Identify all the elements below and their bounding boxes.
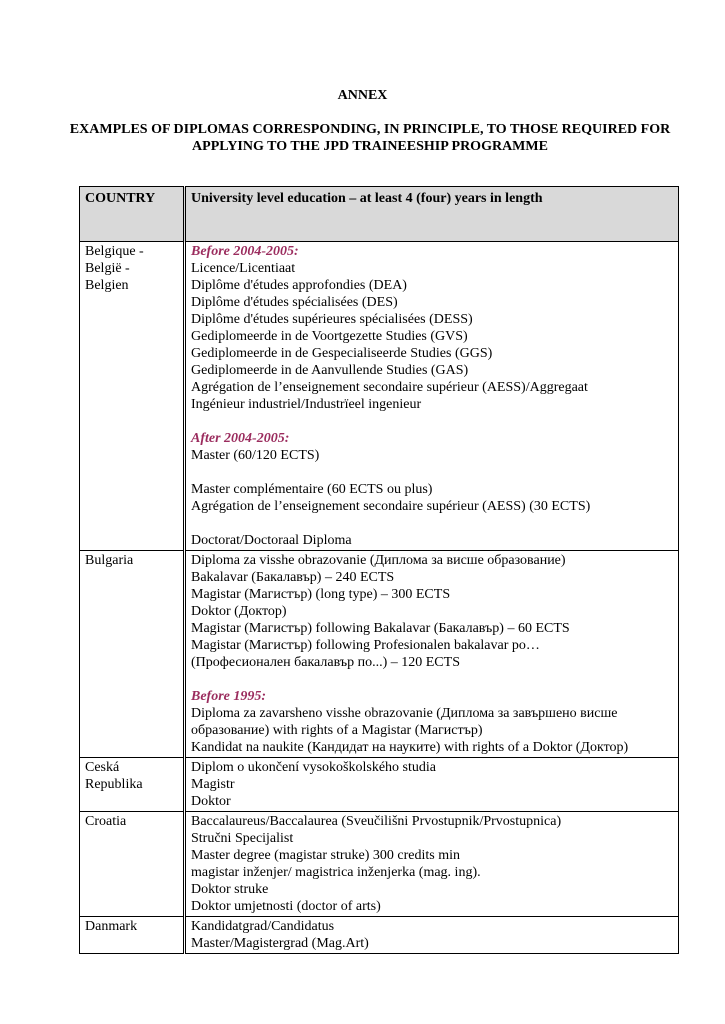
country-cell	[80, 917, 185, 954]
diploma-cell	[185, 758, 679, 812]
annex-title: ANNEX	[337, 88, 388, 103]
diploma-line: Ingénieur industriel/Industrïeel ingenieur	[191, 397, 422, 412]
diploma-line: Diplôme d'études approfondies (DEA)	[191, 278, 407, 293]
diploma-line: Gediplomeerde in de Aanvullende Studies (GAS)	[191, 363, 469, 378]
country-name: Ceská	[85, 760, 120, 775]
diploma-line: Doktor struke	[191, 882, 269, 897]
diploma-line: Kandidat na naukite (Кандидат на науките) with rights of a Doktor (Доктор)	[191, 740, 629, 755]
diploma-line: Magistar (Магистър) following Profesionalen bakalavar po…	[191, 638, 540, 653]
diploma-line: Magistar (Магистър) following Bakalavar (Бакалавър) – 60 ECTS	[191, 621, 570, 636]
country-cell	[80, 812, 185, 917]
header-education: University level education – at least 4 (four) years in length	[185, 187, 679, 242]
diploma-cell	[185, 917, 679, 954]
table-header-row	[80, 187, 679, 242]
diploma-line: Kandidatgrad/Candidatus	[191, 919, 335, 934]
diploma-line: Stručni Specijalist	[191, 831, 294, 846]
diplomas-table	[79, 186, 679, 954]
diploma-line: Agrégation de l’enseignement secondaire supérieur (AESS) (30 ECTS)	[191, 499, 591, 514]
country-cell	[80, 551, 185, 758]
diploma-line: Magistar (Магистър) (long type) – 300 ECTS	[191, 587, 451, 602]
country-name: Republika	[85, 777, 143, 792]
country-name: Bulgaria	[85, 553, 134, 568]
country-cell	[80, 242, 185, 551]
diploma-line: Master/Magistergrad (Mag.Art)	[191, 936, 369, 951]
table-row-croatia	[80, 812, 679, 917]
document-subtitle: EXAMPLES OF DIPLOMAS CORRESPONDING, IN PRINCIPLE, TO THOSE REQUIRED FOR APPLYING TO THE JPD TRAINEESHIP PROGRAMME	[69, 122, 671, 154]
country-name: België -	[85, 261, 130, 276]
diploma-line: Diploma za visshe obrazovanie (Диплома за висше образование)	[191, 553, 566, 568]
diploma-line: Doktor	[191, 794, 231, 809]
diploma-line: Doktor umjetnosti (doctor of arts)	[191, 899, 381, 914]
diploma-line: Gediplomeerde in de Gespecialiseerde Studies (GGS)	[191, 346, 493, 361]
diploma-line: Master degree (magistar struke) 300 credits min	[191, 848, 461, 863]
era-label: Before 2004-2005:	[191, 244, 299, 259]
diploma-line: Diplôme d'études supérieures spécialisées (DESS)	[191, 312, 473, 327]
diploma-line: Diplom o ukončení vysokoškolského studia	[191, 760, 436, 775]
diploma-line: Diploma za zavarsheno visshe obrazovanie (Диплома за завършено висше	[191, 706, 618, 721]
country-name: Belgien	[85, 278, 129, 293]
diploma-line: Gediplomeerde in de Voortgezette Studies (GVS)	[191, 329, 468, 344]
table-row-denmark	[80, 917, 679, 954]
diploma-line: magistar inženjer/ magistrica inženjerka (mag. ing).	[191, 865, 481, 880]
diploma-line: Magistr	[191, 777, 235, 792]
diploma-line: Agrégation de l’enseignement secondaire supérieur (AESS)/Aggregaat	[191, 380, 588, 395]
header-country: COUNTRY	[80, 187, 185, 242]
diploma-line: (Професионален бакалавър по...) – 120 ECTS	[191, 655, 460, 670]
table-row-bulgaria	[80, 551, 679, 758]
diploma-line: Licence/Licentiaat	[191, 261, 296, 276]
country-name: Croatia	[85, 814, 127, 829]
diploma-line: Bakalavar (Бакалавър) – 240 ECTS	[191, 570, 395, 585]
diploma-cell	[185, 812, 679, 917]
diploma-line: образование) with rights of a Magistar (Магистър)	[191, 723, 483, 738]
diploma-cell	[185, 242, 679, 551]
country-cell	[80, 758, 185, 812]
country-name: Belgique -	[85, 244, 144, 259]
diploma-line: Doctorat/Doctoraal Diploma	[191, 533, 352, 548]
country-name: Danmark	[85, 919, 138, 934]
table-row-belgium	[80, 242, 679, 551]
diploma-line: Baccalaureus/Baccalaurea (Sveučilišni Prvostupnik/Prvostupnica)	[191, 814, 562, 829]
diploma-line: Diplôme d'études spécialisées (DES)	[191, 295, 398, 310]
diploma-line: Master (60/120 ECTS)	[191, 448, 320, 463]
diploma-line: Doktor (Доктор)	[191, 604, 287, 619]
diploma-line: Master complémentaire (60 ECTS ou plus)	[191, 482, 433, 497]
era-label: After 2004-2005:	[191, 431, 290, 446]
era-label: Before 1995:	[191, 689, 267, 704]
diploma-cell	[185, 551, 679, 758]
table-row-czech	[80, 758, 679, 812]
